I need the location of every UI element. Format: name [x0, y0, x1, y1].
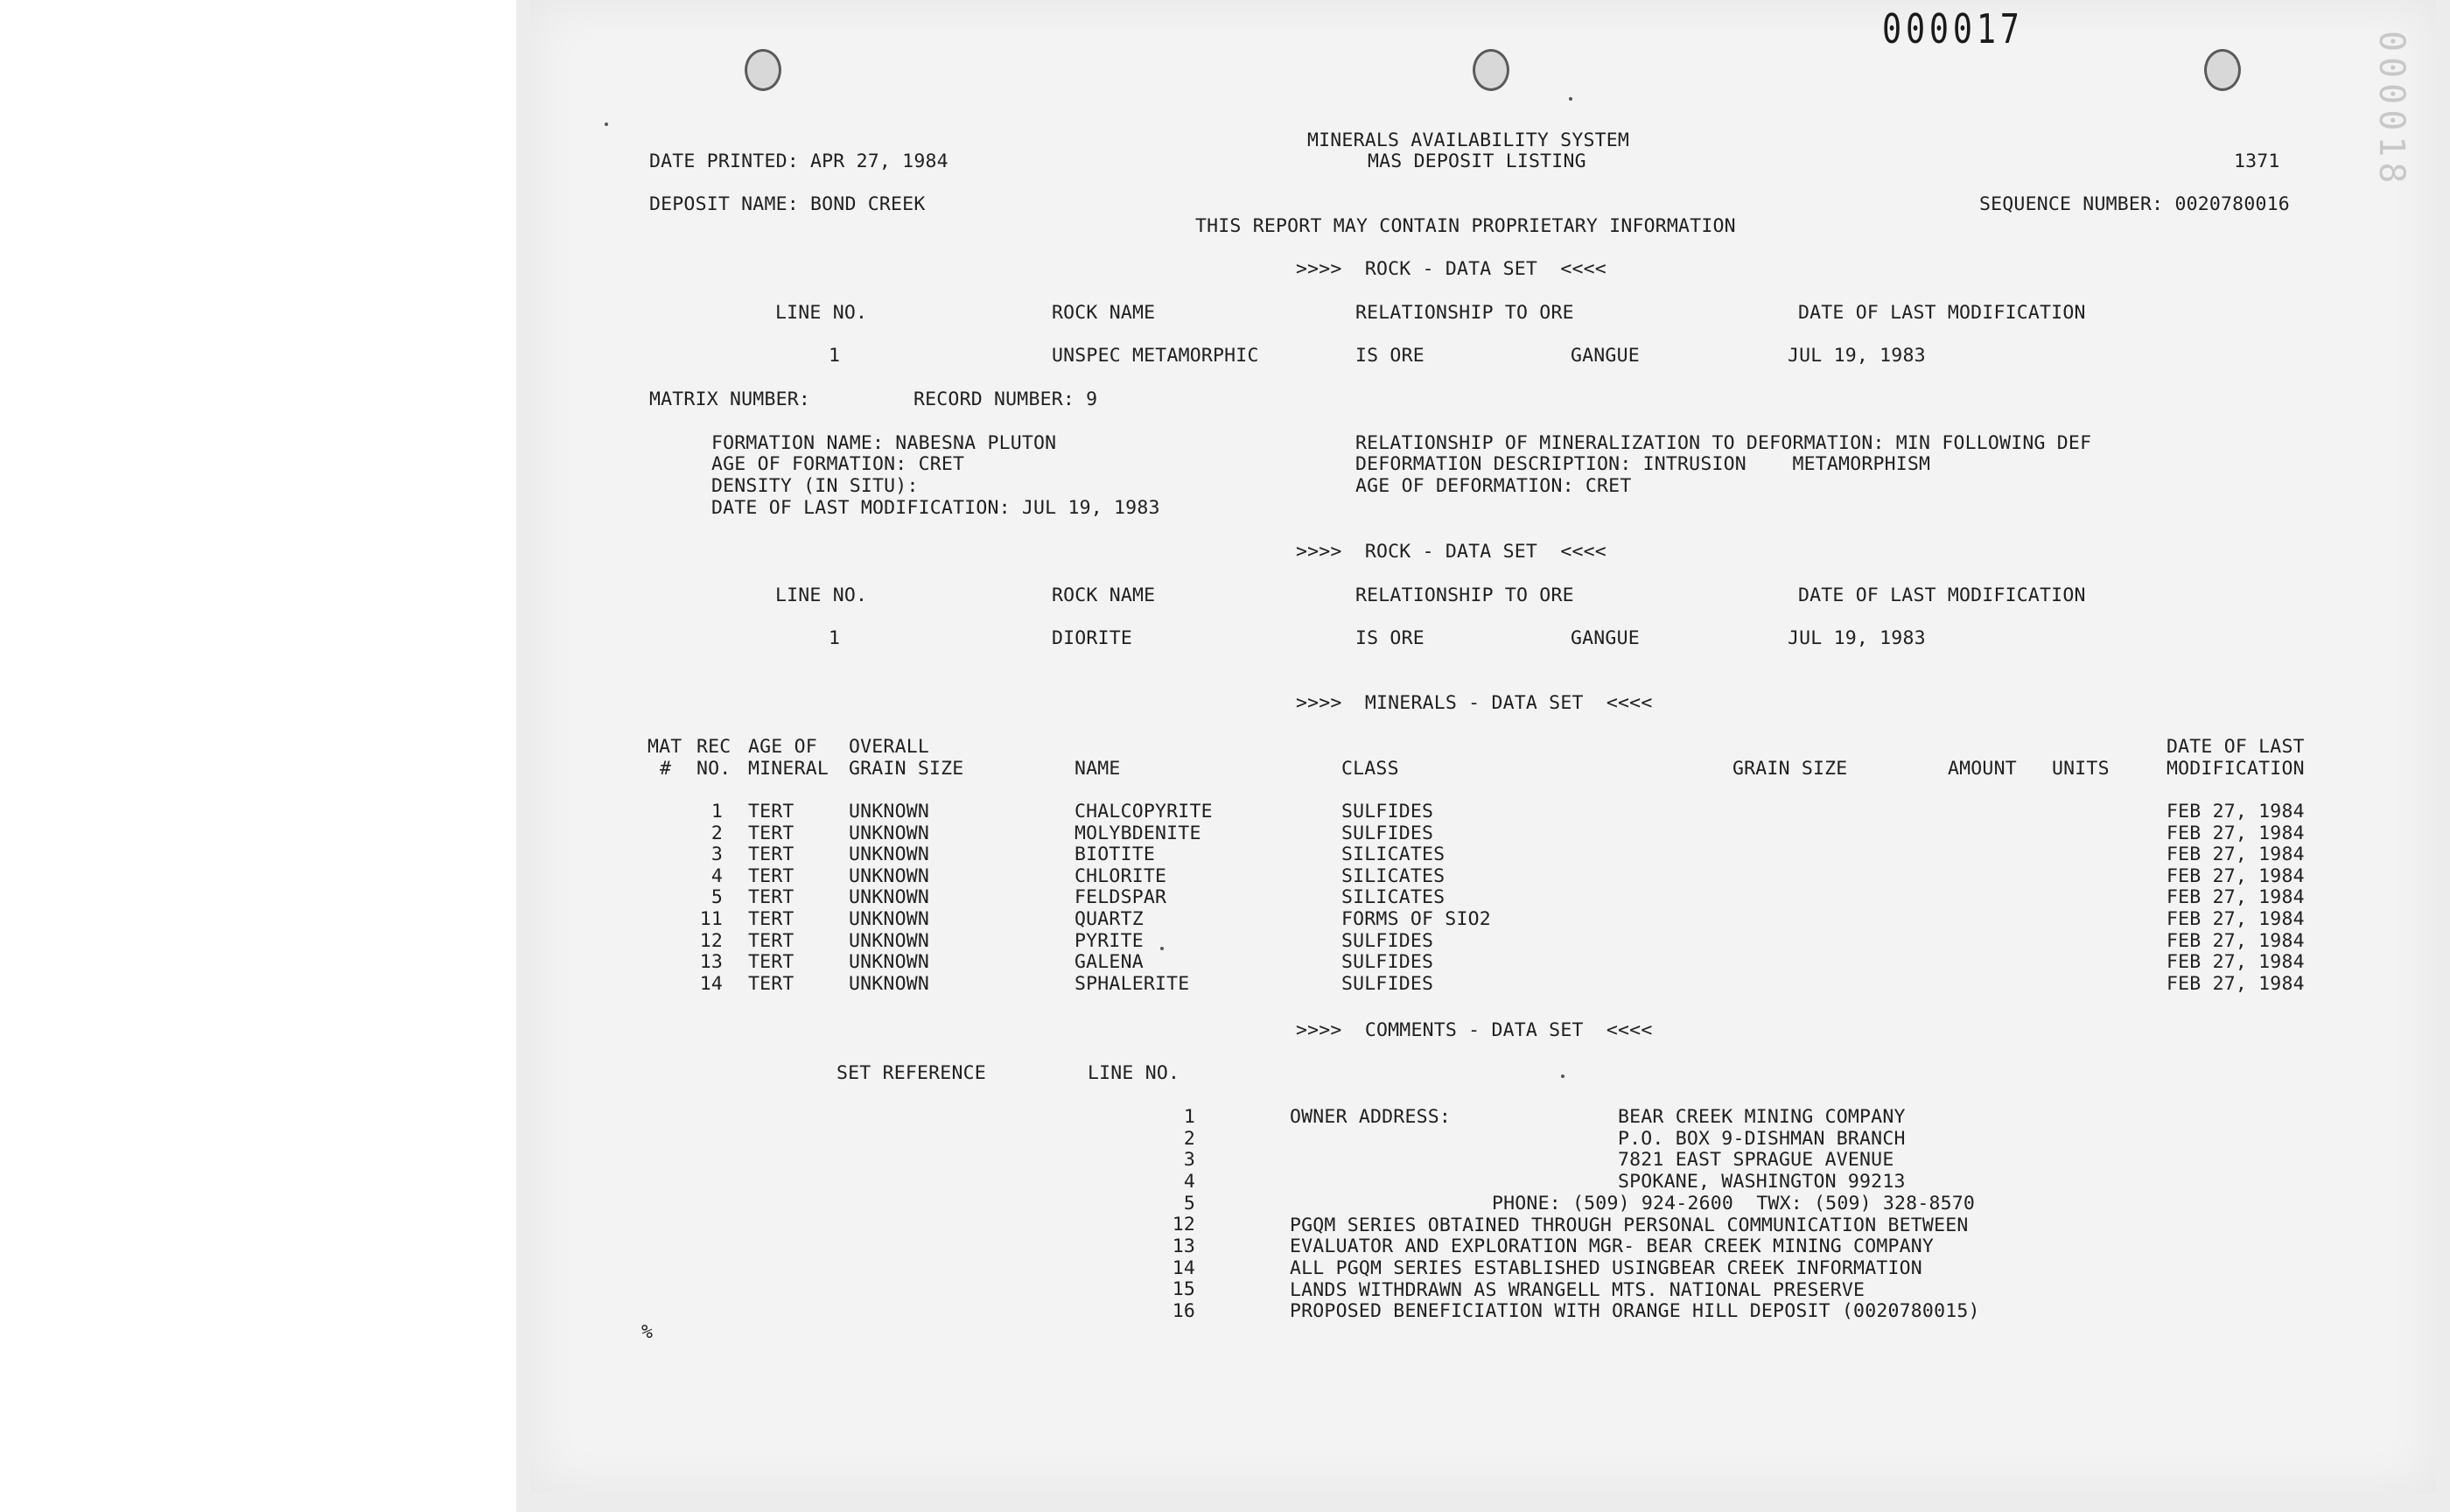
mineral-age: TERT [748, 844, 794, 866]
deformation-description: DEFORMATION DESCRIPTION: INTRUSION METAMORPHISM [1355, 453, 1931, 475]
mineral-age: TERT [748, 801, 794, 822]
density-in-situ: DENSITY (IN SITU): [711, 475, 919, 497]
mineral-name: QUARTZ [1074, 908, 1144, 930]
address-line: BEAR CREEK MINING COMPANY [1618, 1106, 1906, 1128]
rock-2-date: JUL 19, 1983 [1788, 627, 1926, 649]
comment-remark: EVALUATOR AND EXPLORATION MGR- BEAR CREEK MINING COMPANY [1290, 1236, 1935, 1257]
minerals-header-date-of-last: DATE OF LAST [2166, 736, 2305, 758]
formation-name: FORMATION NAME: NABESNA PLUTON [711, 432, 1057, 454]
printout-sheet [530, 0, 2436, 1493]
mineral-class: SULFIDES [1341, 822, 1434, 844]
paper-speck [1569, 97, 1572, 101]
mineral-class: SILICATES [1341, 864, 1446, 887]
rock-set-2-title: >>>> ROCK - DATA SET <<<< [1296, 541, 1606, 563]
mineral-name: BIOTITE [1074, 844, 1156, 866]
sequence-number: SEQUENCE NUMBER: 0020780016 [1979, 193, 2290, 215]
mineral-name: CHLORITE [1074, 864, 1167, 887]
listing-title: MAS DEPOSIT LISTING [1368, 150, 1586, 172]
comment-line-number: 4 [1183, 1170, 1195, 1193]
side-stamp-number: 000018 [2371, 31, 2412, 189]
mineral-class: SULFIDES [1341, 929, 1434, 952]
mineral-class: SULFIDES [1341, 951, 1434, 974]
mineral-rec-no: 1 [710, 801, 723, 822]
paper-speck [1561, 1074, 1564, 1078]
mineral-age: TERT [748, 908, 794, 930]
mineral-grain-size: UNKNOWN [849, 929, 930, 952]
date-printed: DATE PRINTED: APR 27, 1984 [649, 150, 948, 172]
mineral-date: FEB 27, 1984 [2166, 801, 2305, 822]
comment-line-number: 15 [1172, 1278, 1195, 1301]
mineral-age: TERT [748, 929, 794, 952]
comment-line-number: 16 [1172, 1299, 1195, 1322]
record-number: RECORD NUMBER: 9 [914, 388, 1098, 410]
owner-address-label: OWNER ADDRESS: [1290, 1106, 1452, 1128]
minerals-header-amount: AMOUNT [1948, 758, 2017, 780]
minerals-header-age-of: AGE OF [748, 736, 817, 758]
mineral-rec-no: 3 [710, 844, 723, 866]
paper-speck [605, 122, 608, 126]
mineral-date: FEB 27, 1984 [2166, 972, 2305, 995]
rock-1-header-date-mod: DATE OF LAST MODIFICATION [1798, 302, 2086, 324]
mineral-date: FEB 27, 1984 [2166, 886, 2305, 909]
rock-2-header-date-mod: DATE OF LAST MODIFICATION [1798, 584, 2086, 606]
mineral-age: TERT [748, 951, 794, 974]
comment-line-number: 5 [1183, 1192, 1195, 1214]
mineral-rec-no: 13 [699, 951, 723, 974]
mineral-rec-no: 14 [699, 972, 723, 995]
paper-speck [1160, 947, 1164, 950]
mineral-grain-size: UNKNOWN [849, 844, 930, 866]
comment-line-number: 2 [1183, 1127, 1195, 1150]
age-of-deformation: AGE OF DEFORMATION: CRET [1355, 475, 1632, 497]
comment-remark: ALL PGQM SERIES ESTABLISHED USINGBEAR CREEK INFORMATION [1290, 1257, 1922, 1279]
rock-2-rock-name: DIORITE [1052, 627, 1133, 649]
mineral-date: FEB 27, 1984 [2166, 822, 2305, 844]
address-line: SPOKANE, WASHINGTON 99213 [1618, 1171, 1906, 1193]
minerals-header-modification: MODIFICATION [2166, 758, 2305, 780]
minerals-header-rec: REC [696, 736, 732, 758]
mineral-class: SILICATES [1341, 886, 1446, 909]
minerals-header-overall: OVERALL [849, 736, 930, 758]
rock-2-line-no: 1 [829, 627, 841, 649]
minerals-header-no: NO. [696, 758, 732, 780]
minerals-header-name: NAME [1074, 758, 1121, 780]
owner-phone: PHONE: (509) 924-2600 TWX: (509) 328-8570 [1492, 1193, 1976, 1214]
mineral-name: CHALCOPYRITE [1074, 801, 1213, 822]
mineral-name: PYRITE [1074, 929, 1144, 952]
minerals-header-mineral: MINERAL [748, 758, 830, 780]
mineral-class: SULFIDES [1341, 801, 1434, 822]
mineral-date: FEB 27, 1984 [2166, 951, 2305, 974]
comment-line-number: 3 [1183, 1149, 1195, 1172]
comments-set-title: >>>> COMMENTS - DATA SET <<<< [1296, 1019, 1653, 1041]
rock-1-is-ore: IS ORE [1355, 345, 1424, 367]
age-of-formation: AGE OF FORMATION: CRET [711, 453, 965, 475]
mineral-class: SULFIDES [1341, 972, 1434, 995]
mineral-class: FORMS OF SIO2 [1341, 908, 1491, 930]
mineral-rec-no: 5 [710, 886, 723, 909]
punch-hole-center [1473, 49, 1509, 91]
system-title: MINERALS AVAILABILITY SYSTEM [1307, 130, 1630, 151]
comments-header-set-reference: SET REFERENCE [836, 1062, 986, 1084]
rock-1-header-rock-name: ROCK NAME [1052, 302, 1156, 324]
rock-set-1-title: >>>> ROCK - DATA SET <<<< [1296, 258, 1606, 280]
mineral-rec-no: 4 [710, 864, 723, 887]
rock-1-date: JUL 19, 1983 [1788, 345, 1926, 367]
deposit-name: DEPOSIT NAME: BOND CREEK [649, 193, 926, 215]
mineral-grain-size: UNKNOWN [849, 801, 930, 822]
minerals-set-title: >>>> MINERALS - DATA SET <<<< [1296, 692, 1653, 714]
comment-remark: PGQM SERIES OBTAINED THROUGH PERSONAL COMMUNICATION BETWEEN [1290, 1214, 1969, 1236]
mineral-age: TERT [748, 822, 794, 844]
comment-line-number: 13 [1172, 1235, 1195, 1257]
page-number: 1371 [2234, 150, 2280, 172]
comment-remark: LANDS WITHDRAWN AS WRANGELL MTS. NATIONAL PRESERVE [1290, 1279, 1866, 1301]
rock-1-rock-name: UNSPEC METAMORPHIC [1052, 345, 1259, 367]
minerals-header-hash: # [660, 758, 672, 780]
mineral-name: FELDSPAR [1074, 886, 1167, 909]
mineral-date: FEB 27, 1984 [2166, 864, 2305, 887]
mineral-name: GALENA [1074, 951, 1144, 974]
mineral-grain-size: UNKNOWN [849, 972, 930, 995]
mineral-date: FEB 27, 1984 [2166, 908, 2305, 930]
scanned-page [516, 0, 2450, 1512]
comment-line-number: 1 [1183, 1106, 1195, 1128]
rock-2-header-relationship: RELATIONSHIP TO ORE [1355, 584, 1574, 606]
comment-remark: PROPOSED BENEFICIATION WITH ORANGE HILL DEPOSIT (0020780015) [1290, 1300, 1980, 1322]
rock-1-gangue: GANGUE [1571, 345, 1640, 367]
matrix-number: MATRIX NUMBER: [649, 388, 811, 410]
mineral-grain-size: UNKNOWN [849, 951, 930, 974]
comment-line-number: 12 [1172, 1214, 1195, 1236]
minerals-header-class: CLASS [1341, 758, 1399, 780]
minerals-header-mat: MAT [648, 736, 682, 758]
mineral-age: TERT [748, 864, 794, 887]
mineral-grain-size: UNKNOWN [849, 886, 930, 909]
minerals-header-units: UNITS [2052, 758, 2110, 780]
rock-1-line-no: 1 [829, 345, 841, 367]
mineral-rec-no: 12 [699, 929, 723, 952]
comments-header-line-no: LINE NO. [1088, 1062, 1180, 1084]
mineral-class: SILICATES [1341, 844, 1446, 866]
mineral-grain-size: UNKNOWN [849, 864, 930, 887]
rock-2-is-ore: IS ORE [1355, 627, 1424, 649]
rock-1-header-line-no: LINE NO. [775, 302, 868, 324]
rock-2-header-rock-name: ROCK NAME [1052, 584, 1156, 606]
formation-date-mod: DATE OF LAST MODIFICATION: JUL 19, 1983 [711, 497, 1160, 519]
mineral-rec-no: 2 [710, 822, 723, 844]
mineral-name: SPHALERITE [1074, 972, 1190, 995]
mineral-name: MOLYBDENITE [1074, 822, 1201, 844]
minerals-header-grain-size-2: GRAIN SIZE [1732, 758, 1848, 780]
mineral-grain-size: UNKNOWN [849, 822, 930, 844]
address-line: P.O. BOX 9-DISHMAN BRANCH [1618, 1128, 1906, 1150]
comment-line-number: 14 [1172, 1256, 1195, 1279]
footer-percent-mark: % [641, 1321, 654, 1343]
address-line: 7821 EAST SPRAGUE AVENUE [1618, 1149, 1894, 1171]
rock-2-header-line-no: LINE NO. [775, 584, 868, 606]
punch-hole-right [2204, 49, 2241, 91]
page-stamp-number: 000017 [1882, 5, 2024, 52]
mineral-grain-size: UNKNOWN [849, 908, 930, 930]
rock-2-gangue: GANGUE [1571, 627, 1640, 649]
minerals-header-grain-size: GRAIN SIZE [849, 758, 964, 780]
mineral-rec-no: 11 [699, 908, 723, 930]
relationship-deformation: RELATIONSHIP OF MINERALIZATION TO DEFORMATION: MIN FOLLOWING DEF [1355, 432, 2092, 454]
mineral-age: TERT [748, 886, 794, 909]
mineral-date: FEB 27, 1984 [2166, 929, 2305, 952]
rock-1-header-relationship: RELATIONSHIP TO ORE [1355, 302, 1574, 324]
punch-hole-left [745, 49, 781, 91]
mineral-age: TERT [748, 972, 794, 995]
proprietary-notice: THIS REPORT MAY CONTAIN PROPRIETARY INFORMATION [1195, 215, 1736, 237]
mineral-date: FEB 27, 1984 [2166, 844, 2305, 866]
